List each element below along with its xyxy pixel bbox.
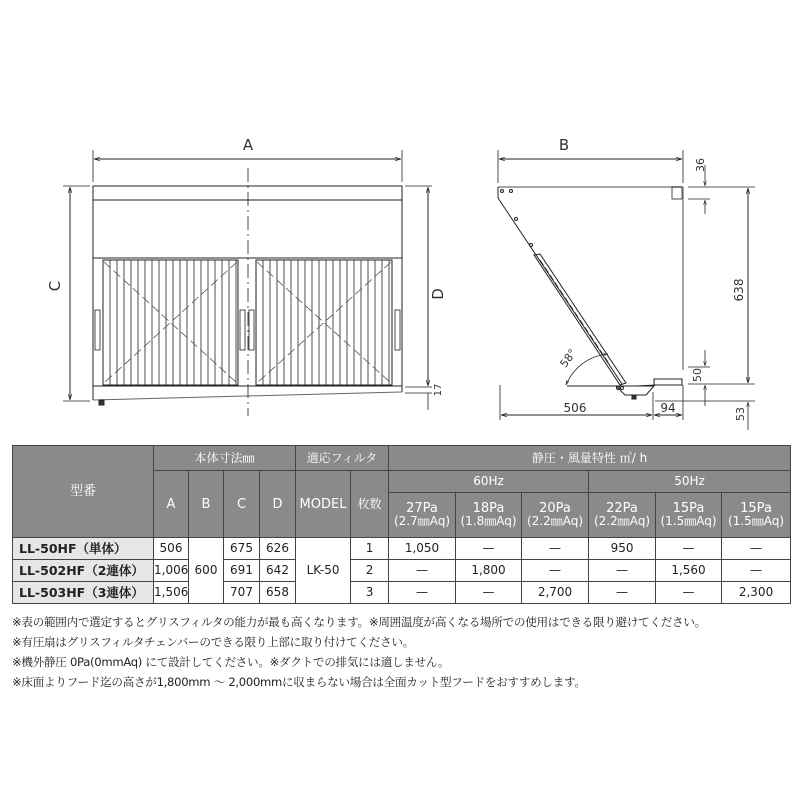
cell-flow: — [722,538,791,560]
dim-label-50: 50 [691,368,704,382]
header-60hz: 60Hz [389,471,589,493]
angle-label: 58° [557,346,580,371]
pressure-aq: (2.7㎜Aq) [393,514,451,528]
dim-label-a: A [242,136,254,154]
cell-flow: — [456,538,522,560]
cell-model: LL-50HF（単体） [13,538,154,560]
note: ※機外静圧 0Pa(0mmAq) にて設計してください。※ダクトでの排気には適しません。 [12,655,450,669]
dim-label-17: 17 [433,383,444,397]
header-filter-model: MODEL [296,471,351,538]
header-filter: 適応フィルタ [296,446,389,471]
dim-label-638: 638 [732,278,746,302]
header-dim-c: C [224,471,260,538]
dim-label-d: D [429,288,447,300]
cell-flow: — [522,560,589,582]
notes [12,612,706,692]
cell-flow: — [656,582,722,604]
note: ※有圧扇はグリスフィルタチェンバーのできる限り上部に取り付けてください。 [12,635,414,649]
cell-c: 707 [224,582,260,604]
header-pressure [722,493,791,538]
dim-label-506: 506 [563,401,587,415]
header-dim-a: A [154,471,189,538]
pressure-pa: 20Pa [539,501,571,516]
cell-flow: — [389,560,456,582]
pressure-aq: (2.2㎜Aq) [593,514,651,528]
cell-flow: — [389,582,456,604]
cell-a: 506 [154,538,189,560]
cell-a: 1,006 [154,560,189,582]
cell-flow: — [589,560,656,582]
cell-count: 3 [351,582,389,604]
cell-model: LL-502HF（2連体） [13,560,154,582]
cell-flow: 950 [589,538,656,560]
side-view [498,150,755,430]
cell-flow: — [656,538,722,560]
header-pressure [522,493,589,538]
table-row [13,538,791,560]
header-pressure [656,493,722,538]
header-pressure [456,493,522,538]
header-dim-d: D [260,471,296,538]
cell-d: 658 [260,582,296,604]
cell-count: 2 [351,560,389,582]
header-pressure [589,493,656,538]
table-row [13,560,791,582]
header-dim-b: B [189,471,224,538]
cell-flow: 1,560 [656,560,722,582]
dim-label-c: C [46,280,64,292]
cell-flow: — [522,538,589,560]
pressure-pa: 15Pa [740,501,772,516]
cell-count: 1 [351,538,389,560]
front-view [63,150,432,416]
cell-flow: 1,800 [456,560,522,582]
cell-model: LL-503HF（3連体） [13,582,154,604]
dim-label-b: B [558,136,570,154]
cell-d: 642 [260,560,296,582]
cell-flow: — [589,582,656,604]
cell-filter-model: LK-50 [296,538,351,604]
pressure-pa: 22Pa [606,501,638,516]
header-airflow: 静圧・風量特性 ㎥/ h [389,446,791,471]
dim-label-94: 94 [660,401,676,415]
pressure-aq: (1.5㎜Aq) [660,514,717,528]
pressure-aq: (1.8㎜Aq) [460,514,517,528]
table-row [13,582,791,604]
pressure-pa: 27Pa [406,501,438,516]
cell-flow: — [722,560,791,582]
cell-a: 1,506 [154,582,189,604]
pressure-pa: 15Pa [672,501,705,516]
cell-d: 626 [260,538,296,560]
spec-table [12,445,791,604]
cell-flow: — [456,582,522,604]
dim-label-36: 36 [694,158,707,172]
cell-c: 675 [224,538,260,560]
cell-flow: 1,050 [389,538,456,560]
note: ※床面よりフード迄の高さが1,800mm ～ 2,000mmに収まらない場合は全面カット型フードをおすすめします。 [12,675,586,689]
pressure-aq: (2.2㎜Aq) [526,514,584,528]
header-body-dims: 本体寸法㎜ [154,446,296,471]
pressure-pa: 18Pa [472,501,505,516]
note: ※表の範囲内で選定するとグリスフィルタの能力が最も高くなります。※周囲温度が高くなる場所での使用はできる限り避けてください。 [12,615,706,629]
cell-flow: 2,300 [722,582,791,604]
cell-flow: 2,700 [522,582,589,604]
header-filter-count: 枚数 [351,471,389,538]
dim-label-53: 53 [734,407,747,421]
header-model-no: 型番 [13,446,154,538]
header-pressure [389,493,456,538]
cell-c: 691 [224,560,260,582]
header-50hz: 50Hz [589,471,791,493]
cell-b: 600 [189,538,224,604]
pressure-aq: (1.5㎜Aq) [727,514,785,528]
